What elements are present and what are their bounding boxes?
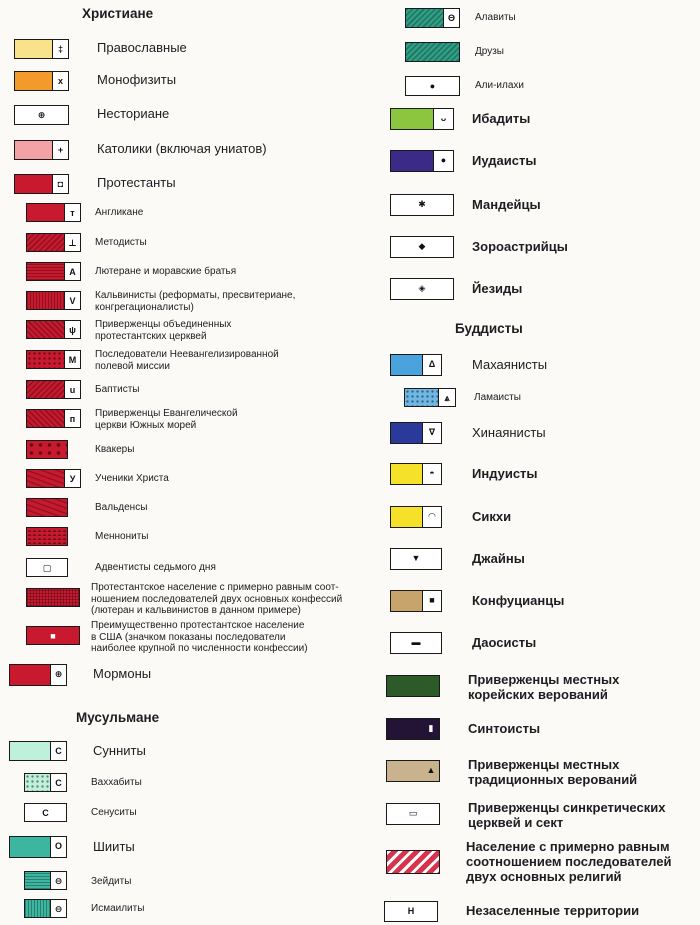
legend-label: Приверженцы объединенных протестантских церквей	[95, 319, 232, 342]
legend-label: Баптисты	[95, 384, 140, 395]
symbol-icon: ◓	[422, 464, 441, 484]
legend-label: Преимущественно протестантское население в США (значком показаны последователи наиболее крупной по численности конфессии)	[91, 620, 308, 654]
color-swatch	[404, 388, 456, 407]
legend-label: Православные	[97, 40, 187, 55]
legend-label: Алавиты	[475, 12, 516, 23]
symbol-icon: Δ	[422, 355, 441, 375]
symbol-icon: ᴗ	[433, 109, 453, 129]
legend-label: Приверженцы местных корейских верований	[468, 672, 620, 702]
heading-buddhists: Буддисты	[455, 321, 523, 336]
legend-item-yazidis	[390, 278, 690, 300]
symbol-icon: ■	[50, 631, 56, 641]
color-swatch	[26, 626, 80, 645]
legend-item-catholics	[14, 140, 314, 162]
legend-label: Последователи Неевангелизированной полевой миссии	[95, 349, 279, 372]
color-swatch	[9, 741, 67, 761]
color-swatch	[26, 233, 81, 252]
symbol-icon: О	[50, 837, 66, 857]
legend-item-south-seas-church	[26, 409, 366, 431]
legend-item-shintoists	[386, 718, 696, 740]
legend-label: Кальвинисты (реформаты, пресвитериане, конгрегационалисты)	[95, 290, 296, 313]
color-swatch	[24, 773, 67, 792]
symbol-icon: т	[64, 204, 80, 221]
symbol-icon: u	[64, 381, 80, 398]
legend-item-lamaists	[404, 388, 694, 410]
legend-label: Вальденсы	[95, 502, 148, 513]
legend-label: Приверженцы синкретических церквей и сект	[468, 800, 666, 830]
legend-item-calvinists	[26, 291, 366, 313]
legend-item-ali-ilahi	[405, 76, 695, 98]
color-swatch	[386, 850, 440, 874]
color-swatch	[26, 350, 81, 369]
legend-label: Адвентисты седьмого дня	[95, 562, 216, 573]
legend-item-orthodox	[14, 39, 314, 61]
legend-item-unevangelized-mission	[26, 350, 366, 372]
legend-item-senussis	[24, 803, 324, 825]
legend-item-baptists	[26, 380, 366, 402]
symbol-icon: ●	[429, 81, 436, 91]
color-swatch	[390, 236, 454, 258]
color-swatch	[24, 871, 67, 890]
color-swatch	[384, 901, 438, 922]
legend-label: Несториане	[97, 106, 170, 121]
symbol-icon: С	[50, 774, 66, 791]
legend-label: Хинаянисты	[472, 425, 546, 440]
legend-label: Шииты	[93, 839, 135, 854]
legend-item-protestants	[14, 174, 314, 196]
symbol-icon: ‡	[52, 40, 68, 58]
legend-label: Иудаисты	[472, 153, 537, 168]
legend-label: Протестанты	[97, 175, 176, 190]
legend-label: Сенуситы	[91, 807, 137, 818]
legend-item-hinayanists	[390, 422, 690, 444]
symbol-icon: ●	[433, 151, 453, 171]
symbol-icon: ✱	[418, 199, 426, 209]
symbol-icon: ▲	[426, 765, 436, 775]
legend-item-zoroastrians	[390, 236, 690, 258]
symbol-icon: ▬	[411, 637, 421, 647]
legend-label: Лютеране и моравские братья	[95, 266, 237, 277]
legend-label: Исмаилиты	[91, 903, 145, 914]
symbol-icon: ■	[422, 591, 441, 611]
symbol-icon: ⊖	[50, 872, 66, 889]
legend-item-disciples-of-christ	[26, 469, 366, 491]
color-swatch	[26, 320, 81, 339]
symbol-icon: ◠	[422, 507, 441, 527]
color-swatch	[390, 422, 442, 444]
color-swatch	[386, 675, 440, 697]
color-swatch	[26, 409, 81, 428]
legend-label: Конфуцианцы	[472, 593, 565, 608]
legend-label: Методисты	[95, 237, 147, 248]
color-swatch	[14, 140, 69, 160]
color-swatch	[390, 632, 442, 654]
legend-item-monophysites	[14, 71, 314, 93]
symbol-icon: ψ	[64, 321, 80, 338]
symbol-icon: ▭	[408, 808, 418, 818]
legend-item-us-protestant	[26, 620, 371, 654]
symbol-icon: У	[64, 470, 80, 487]
symbol-icon: M	[64, 351, 80, 368]
color-swatch	[26, 203, 81, 222]
color-swatch	[386, 760, 440, 782]
legend-item-waldensians	[26, 498, 366, 520]
legend-item-zaydis	[24, 871, 324, 893]
color-swatch	[390, 548, 442, 570]
symbol-icon: Θ	[443, 9, 459, 27]
legend-label: Протестантское население с примерно равным соот- ношением последователей двух основных конфессий (лютеран и кальвинистов в данном примере)	[91, 582, 343, 616]
legend-item-mormons	[9, 664, 309, 686]
color-swatch	[405, 42, 460, 62]
legend-item-nestorians	[14, 105, 314, 127]
symbol-icon: ⊕	[37, 110, 46, 120]
color-swatch	[14, 71, 69, 91]
symbol-icon: x	[52, 72, 68, 90]
legend-label: Махаянисты	[472, 357, 548, 372]
legend-label: Синтоисты	[468, 721, 541, 736]
legend-label: Друзы	[475, 46, 504, 57]
color-swatch	[26, 262, 81, 281]
color-swatch	[390, 194, 454, 216]
heading-muslims: Мусульмане	[76, 710, 160, 725]
color-swatch	[390, 463, 442, 485]
legend-label: Мормоны	[93, 666, 152, 681]
legend-item-lutherans	[26, 262, 366, 284]
legend-label: Сунниты	[93, 743, 146, 758]
legend-item-alawites	[405, 8, 695, 30]
color-swatch	[26, 527, 68, 546]
color-swatch	[26, 440, 68, 459]
legend-item-traditional-beliefs	[386, 757, 696, 787]
color-swatch	[14, 105, 69, 125]
symbol-icon: ▼	[411, 553, 421, 563]
legend-label: Али-илахи	[475, 80, 524, 91]
legend-label: Англикане	[95, 207, 144, 218]
legend-item-mixed-protestant	[26, 582, 371, 616]
symbol-icon: ⊖	[50, 900, 66, 917]
legend-label: Ученики Христа	[95, 473, 169, 484]
color-swatch	[390, 590, 442, 612]
symbol-icon: ∇	[422, 423, 441, 443]
symbol-icon: С	[50, 742, 66, 760]
symbol-icon: ◆	[418, 241, 426, 251]
legend-item-jains	[390, 548, 690, 570]
legend-label: Приверженцы Евангелической церкви Южных морей	[95, 408, 238, 431]
legend-label: Ваххабиты	[91, 777, 142, 788]
color-swatch	[390, 354, 442, 376]
legend-item-wahhabis	[24, 773, 324, 795]
legend-item-adventists	[26, 558, 366, 580]
color-swatch	[9, 664, 67, 686]
color-swatch	[24, 803, 67, 822]
legend-label: Джайны	[472, 551, 525, 566]
symbol-icon: ⊥	[64, 234, 80, 251]
symbol-icon: +	[52, 141, 68, 159]
legend-item-mixed-religions	[386, 839, 696, 884]
color-swatch	[14, 39, 69, 59]
legend-label: Мандейцы	[472, 197, 541, 212]
color-swatch	[386, 718, 440, 740]
legend-item-korean-beliefs	[386, 672, 696, 702]
color-swatch	[9, 836, 67, 858]
color-swatch	[24, 899, 67, 918]
color-swatch	[26, 380, 81, 399]
legend-label: Ибадиты	[472, 111, 531, 126]
legend-label: Ламаисты	[474, 392, 521, 403]
symbol-icon: ▮	[428, 723, 434, 733]
color-swatch	[390, 108, 454, 130]
legend-label: Католики (включая униатов)	[97, 141, 267, 156]
legend-item-mandaeans	[390, 194, 690, 216]
color-swatch	[405, 8, 460, 28]
color-swatch	[390, 150, 454, 172]
legend-item-sunnis	[9, 741, 309, 763]
symbol-icon: ⩓	[438, 389, 455, 406]
legend-item-uninhabited	[384, 901, 694, 923]
color-swatch	[26, 469, 81, 488]
legend-label: Меннониты	[95, 531, 149, 542]
color-swatch	[26, 558, 68, 577]
legend-item-syncretic-churches	[386, 800, 696, 830]
color-swatch	[405, 76, 460, 96]
legend-label: Незаселенные территории	[466, 903, 640, 918]
legend-item-sikhs	[390, 506, 690, 528]
color-swatch	[390, 278, 454, 300]
legend-label: Квакеры	[95, 444, 135, 455]
legend-item-confucians	[390, 590, 690, 612]
color-swatch	[26, 291, 81, 310]
legend-item-shiites	[9, 836, 309, 858]
legend-label: Население с примерно равным соотношением последователей двух основных религий	[466, 839, 672, 884]
legend-label: Зейдиты	[91, 876, 132, 887]
legend-item-united-churches	[26, 320, 366, 342]
color-swatch	[26, 588, 80, 607]
symbol-icon: ⊕	[50, 665, 66, 685]
symbol-icon: ◘	[52, 175, 68, 193]
legend-label: Йезиды	[472, 281, 523, 296]
legend-item-anglicans	[26, 203, 366, 225]
legend-label: Даосисты	[472, 635, 537, 650]
legend-label: Приверженцы местных традиционных верований	[468, 757, 638, 787]
legend-item-mennonites	[26, 527, 366, 549]
color-swatch	[26, 498, 68, 517]
symbol-icon: ▢	[42, 563, 52, 573]
legend-label: Зороастрийцы	[472, 239, 568, 254]
symbol-icon: С	[42, 808, 49, 818]
symbol-icon: Н	[407, 906, 415, 916]
heading-christians: Христиане	[82, 6, 154, 21]
legend-label: Индуисты	[472, 466, 538, 481]
symbol-icon: A	[64, 263, 80, 280]
legend-item-taoists	[390, 632, 690, 654]
legend-item-ismailis	[24, 899, 324, 921]
symbol-icon: ◈	[418, 283, 426, 293]
legend-item-judaists	[390, 150, 690, 172]
legend-item-ibadis	[390, 108, 690, 130]
color-swatch	[14, 174, 69, 194]
color-swatch	[390, 506, 442, 528]
legend-item-quakers	[26, 440, 366, 462]
symbol-icon: V	[64, 292, 80, 309]
legend-item-druze	[405, 42, 695, 64]
legend-label: Сикхи	[472, 509, 512, 524]
color-swatch	[386, 803, 440, 825]
legend-label: Монофизиты	[97, 72, 177, 87]
legend-item-methodists	[26, 233, 366, 255]
symbol-icon: п	[64, 410, 80, 427]
legend-item-hindus	[390, 463, 690, 485]
legend-item-mahayanists	[390, 354, 690, 376]
